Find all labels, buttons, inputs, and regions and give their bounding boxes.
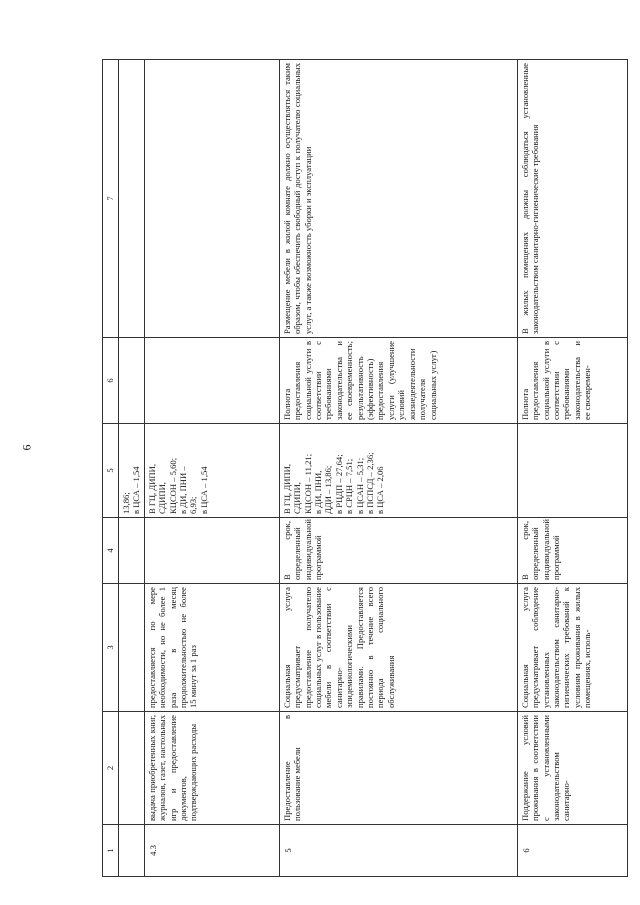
continuation-norms: 13,86; в ЦСА – 1,54 [119, 424, 145, 518]
service-term: В срок, определенный индивидуальной программой [279, 518, 517, 584]
rotated-page [102, 59, 624, 877]
service-term: В срок, определенный индивидуальной программой [517, 518, 627, 584]
page-number: 6 [19, 444, 34, 451]
service-name: Поддержание условий проживания в соответствии с установленными законодательством санитарно- [517, 712, 627, 825]
service-name: выдача приобретенных книг, журналов, газет, настольных игр и предоставление документов, подтверждающих расходы [144, 712, 279, 825]
service-norms [517, 424, 627, 518]
header-col-1: 1 [103, 825, 119, 877]
service-norms: В ГЦ, ДИПИ, СДИПИ, КЦСОН – 11,21; в ДИ, ПНИ, ДДИ – 13,86; в РЦДП – 27,64; в СРЦН – 7,51; в ЦСАН – 5,31; в ПСПСД – 2,36; в ЦСА – 2,06 [279, 424, 517, 518]
row-number: 4.3 [144, 825, 279, 877]
header-col-7: 7 [103, 60, 119, 338]
quality-indicators: Полнота предоставления социальной услуги в соответствии с требованиями законодательства и ее своевременность; результативность (эффективность) предоставления услуги (улучшение условий жизнедеятельности получателя социальных услуг) [279, 338, 517, 424]
services-table [102, 59, 628, 877]
service-description: Социальная услуга предусматривает соблюдение установленных законодательством санитарно-гигиенических требований к условиям проживания в жилых помещениях, исполь- [517, 584, 627, 712]
header-col-2: 2 [103, 712, 119, 825]
header-col-4: 4 [103, 518, 119, 584]
continuation-row [119, 60, 145, 877]
row-number: 6 [517, 825, 627, 877]
table-row [279, 60, 517, 877]
table-row [517, 60, 627, 877]
header-col-3: 3 [103, 584, 119, 712]
quality-indicators: Полнота предоставления социальной услуги в соответствии с требованиями законодательства и ее своевремен- [517, 338, 627, 424]
quality-indicators [144, 338, 279, 424]
service-term [144, 518, 279, 584]
header-col-6: 6 [103, 338, 119, 424]
service-description: Социальная услуга предусматривает предоставление получателю социальных услуг в пользование мебели в соответствии с санитарно-эпидемиологическими правилами. Предоставляется постоянно в течение всего периода социального обслуживания [279, 584, 517, 712]
service-conditions: В жилых помещениях должны соблюдаться установленные законодательством санитарно-гигиенические требования [517, 60, 627, 338]
header-row [103, 60, 119, 877]
service-norms: В ГЦ, ДИПИ, СДИПИ, КЦСОН – 5,60; в ДИ, ПНИ – 6,93; в ЦСА – 1,54 [144, 424, 279, 518]
service-conditions: Размещение мебели в жилой комнате должно осуществляться таким образом, чтобы обеспечить свободный доступ к получателю социальных услуг, а также возможность уборки и эксплуатации [279, 60, 517, 338]
service-name: Предоставление в пользование мебели [279, 712, 517, 825]
service-conditions [144, 60, 279, 338]
header-col-5: 5 [103, 424, 119, 518]
table-row [144, 60, 279, 877]
row-number: 5 [279, 825, 517, 877]
service-description: предоставляется по мере необходимости, но не более 1 раза в месяц продолжительностью не более 15 минут за 1 раз [144, 584, 279, 712]
